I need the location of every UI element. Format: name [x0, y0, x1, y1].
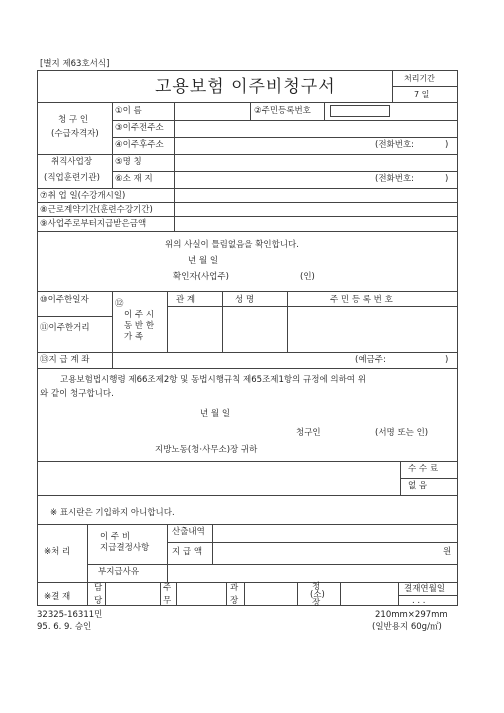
new-address-label: ④이주후주소 — [115, 140, 164, 150]
confirm-seal: (인) — [300, 272, 315, 282]
approval-officer-1: 담 — [94, 583, 103, 593]
footer-approved: 95. 6. 9. 승인 — [37, 622, 92, 632]
form-frame — [37, 70, 458, 606]
won-unit: 원 — [443, 547, 452, 557]
family-number: ⑫ — [115, 299, 124, 309]
approval-manager-1: 주 — [163, 583, 172, 593]
note: ※ 표시란은 기입하지 아니합니다. — [50, 508, 175, 518]
page-title: 고용보험 이주비청구서 — [155, 77, 336, 97]
name-label: ①이 름 — [115, 106, 142, 116]
footer-size: 210mm×297mm — [375, 610, 448, 620]
claimant-phone-label: (전화번호: — [375, 140, 415, 150]
approval-date-label: 결재연월일 — [404, 584, 446, 594]
workplace-sub: (직업훈련기관) — [44, 173, 100, 183]
declaration-date: 년 월 일 — [200, 409, 231, 419]
processing-period-label: 처리기간 — [404, 74, 435, 83]
decision-label-2: 지급결정사항 — [100, 543, 150, 553]
move-date-label: ⑩이주한일자 — [40, 295, 89, 305]
calc-label: 산출내역 — [172, 527, 205, 537]
amount-received-label: ⑨사업주로부터지급받은금액 — [40, 219, 147, 229]
declaration-claimant: 청구인 — [296, 428, 321, 438]
account-label: ⑬지 급 계 좌 — [40, 355, 90, 365]
family-label-2: 동 반 한 — [124, 321, 155, 331]
addressee: 지방노동(청·사무소)장 귀하 — [155, 445, 258, 455]
approval-chief-3: 장 — [312, 598, 321, 608]
fee-label: 수 수 료 — [408, 464, 439, 474]
family-label-3: 가 족 — [124, 332, 144, 342]
workplace-phone-label: (전화번호: — [375, 174, 415, 184]
reason-label: 부지급사유 — [98, 567, 140, 577]
footer-code: 32325-16311민 — [37, 610, 103, 620]
family-label-1: 이 주 시 — [124, 310, 155, 320]
approval-officer-2: 당 — [94, 596, 103, 606]
col-rrn: 주 민 등 록 번 호 — [330, 295, 393, 305]
claimant-phone-close: ) — [445, 140, 449, 150]
processing-period-value: 7 일 — [414, 90, 430, 99]
footer-paper: (일반용지 60g/㎡) — [372, 622, 442, 632]
declaration-line-2: 와 같이 청구합니다. — [40, 389, 114, 399]
workplace-address-label: ⑥소 재 지 — [115, 174, 153, 184]
claimant-label: 청 구 인 — [58, 115, 89, 125]
decision-label-1: 이 주 비 — [100, 532, 131, 542]
approval-manager-2: 무 — [163, 596, 172, 606]
col-relation: 관 계 — [176, 295, 196, 305]
start-date-label: ⑦취 업 일(수강개시일) — [40, 191, 126, 201]
confirm-date: 년 월 일 — [188, 256, 219, 266]
approval-chief-1: 청 — [312, 582, 321, 592]
approval-section-2: 장 — [230, 596, 239, 606]
rrn-field[interactable] — [330, 105, 390, 117]
col-name: 성 명 — [235, 295, 255, 305]
approval-date-value: . . . — [412, 596, 426, 606]
workplace-phone-close: ) — [445, 174, 449, 184]
contract-period-label: ⑧근로계약기간(훈련수강기간) — [40, 205, 153, 215]
account-holder-label: (예금주: — [355, 355, 386, 365]
move-distance-label: ⑪이주한거리 — [40, 323, 90, 333]
approval-section-1: 과 — [230, 583, 239, 593]
processing-label: ※처 리 — [44, 547, 71, 557]
amount-label: 지 급 액 — [172, 547, 203, 557]
approval-chief-2: (소) — [310, 590, 325, 600]
declaration-line-1: 고용보험법시행령 제66조제2항 및 동법시행규칙 제65조제1항의 규정에 의하여 위 — [60, 375, 366, 385]
declaration-sign: (서명 또는 인) — [375, 428, 429, 438]
prev-address-label: ③이주전주소 — [115, 123, 164, 133]
workplace-label: 취직사업장 — [51, 157, 93, 167]
rrn-label: ②주민등록번호 — [254, 106, 311, 116]
claimant-sub: (수급자격자) — [51, 129, 99, 139]
fee-value: 없 음 — [408, 481, 428, 491]
confirm-text: 위의 사실이 틀림없음을 확인합니다. — [165, 240, 299, 250]
form-number: [별지 제63호서식] — [40, 59, 110, 69]
approval-label: ※결 재 — [44, 592, 71, 602]
confirm-signer: 확인자(사업주) — [173, 272, 229, 282]
workplace-name-label: ⑤명 칭 — [115, 157, 142, 167]
account-holder-close: ) — [445, 355, 449, 365]
